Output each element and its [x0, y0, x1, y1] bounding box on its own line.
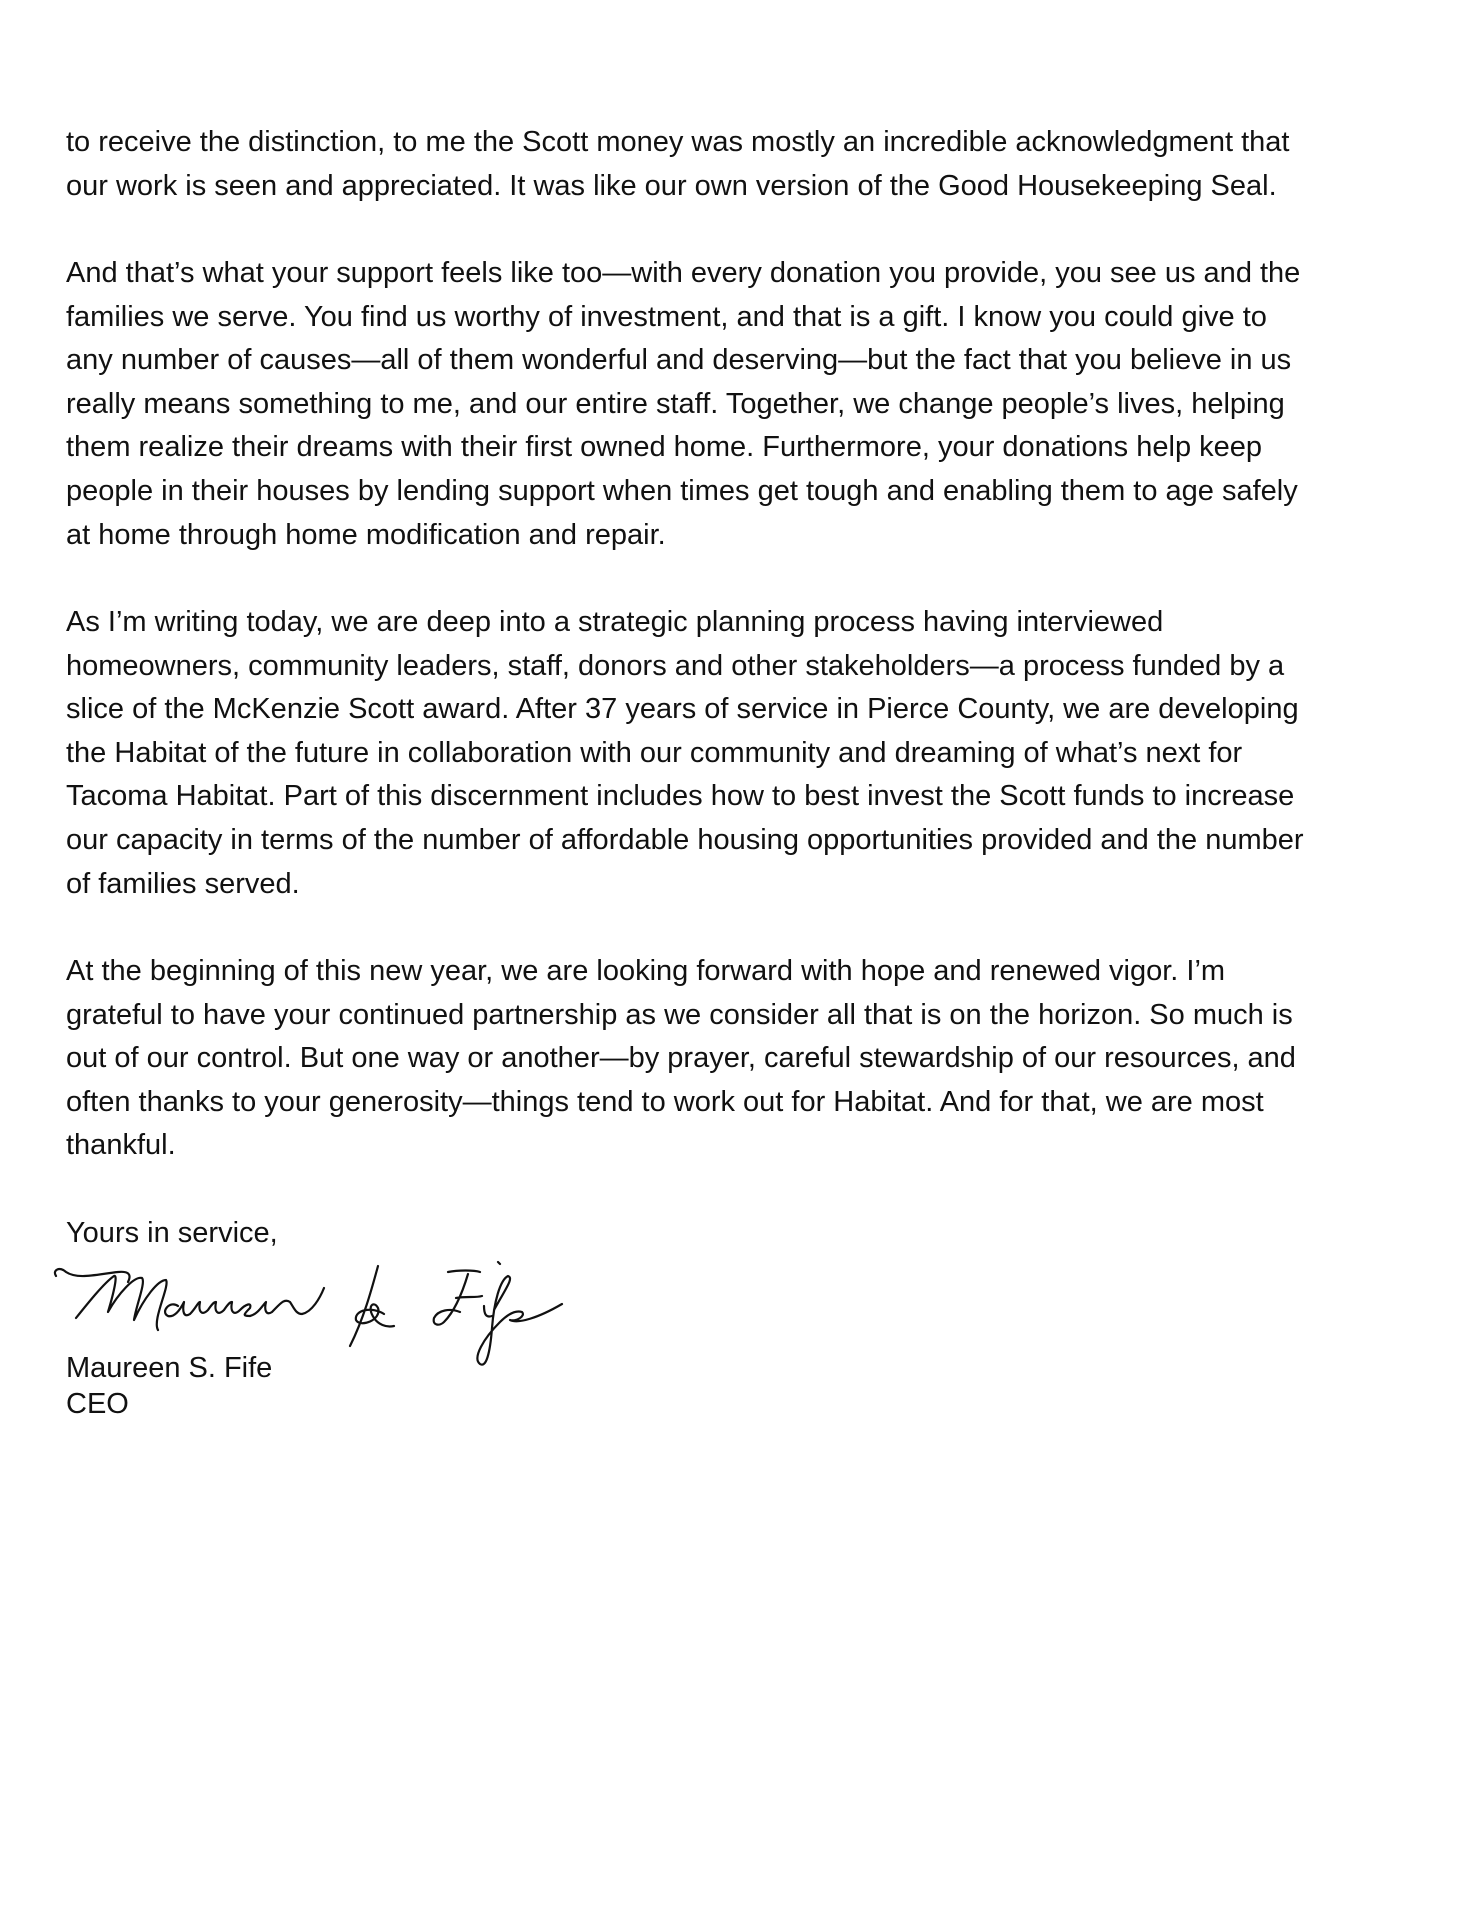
text-line: grateful to have your continued partnership as we consider all that is on the horizon. So much is [66, 998, 1293, 1031]
text-line: our work is seen and appreciated. It was like our own version of the Good Housekeeping Seal. [66, 169, 1277, 202]
text-line: As I’m writing today, we are deep into a strategic planning process having interviewed [66, 606, 1164, 638]
text-line: them realize their dreams with their first owned home. Furthermore, your donations help keep [66, 431, 1263, 464]
text-line: our capacity in terms of the number of affordable housing opportunities provided and the number [66, 823, 1304, 856]
text-line: slice of the McKenzie Scott award. After 37 years of service in Pierce County, we are developing [66, 693, 1299, 726]
text-line: to receive the distinction, to me the Scott money was mostly an incredible acknowledgment that [66, 126, 1290, 158]
paragraph-2 [66, 252, 1300, 557]
text-line: At the beginning of this new year, we are looking forward with hope and renewed vigor. I’m [66, 955, 1226, 987]
signer-block [66, 1350, 272, 1422]
text-line: the Habitat of the future in collaboration with our community and dreaming of what’s next for [66, 736, 1243, 769]
paragraph-4 [66, 950, 1296, 1168]
text-line: families we serve. You find us worthy of investment, and that is a gift. I know you could give to [66, 300, 1267, 333]
text-line: often thanks to your generosity—things tend to work out for Habitat. And for that, we are most [66, 1085, 1264, 1118]
text-line: of families served. [66, 867, 300, 900]
text-line: And that’s what your support feels like too—with every donation you provide, you see us and the [66, 257, 1301, 289]
text-line: Tacoma Habitat. Part of this discernment includes how to best invest the Scott funds to increase [66, 780, 1295, 813]
text-line: really means something to me, and our entire staff. Together, we change people’s lives, helping [66, 387, 1285, 420]
text-line: people in their houses by lending support when times get tough and enabling them to age safely [66, 474, 1298, 507]
signer-name: Maureen S. Fife [66, 1352, 273, 1384]
text-line: any number of causes—all of them wonderful and deserving—but the fact that you believe in us [66, 344, 1292, 377]
text-line: thankful. [66, 1129, 176, 1162]
closing-salutation: Yours in service, [66, 1217, 278, 1249]
text-line: at home through home modification and repair. [66, 518, 666, 551]
signer-title: CEO [66, 1388, 129, 1420]
paragraph-1 [66, 121, 1289, 208]
text-line: homeowners, community leaders, staff, donors and other stakeholders—a process funded by a [66, 649, 1285, 682]
text-line: out of our control. But one way or another—by prayer, careful stewardship of our resources, and [66, 1042, 1296, 1075]
paragraph-3 [66, 601, 1304, 906]
